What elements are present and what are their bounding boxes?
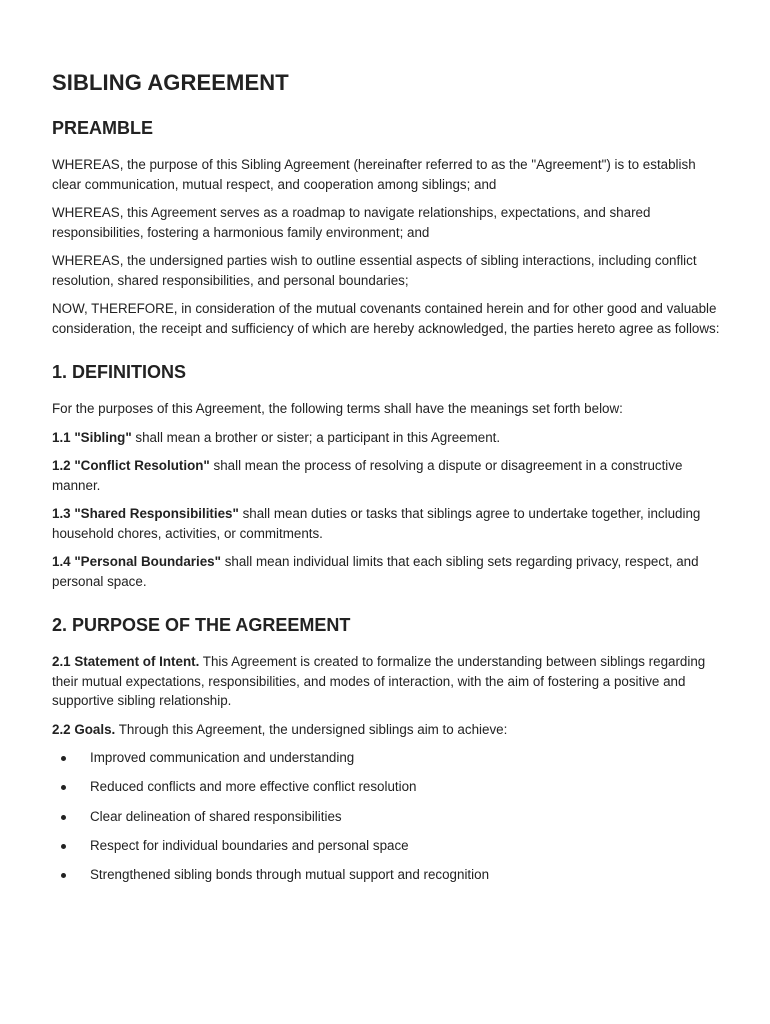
goals-intro	[52, 720, 722, 740]
bullet-icon	[61, 815, 66, 820]
goal-text: Strengthened sibling bonds through mutual support and recognition	[90, 867, 490, 883]
preamble-paragraph: NOW, THEREFORE, in consideration of the mutual covenants contained herein and for other good and valuable consideration, the receipt and sufficiency of which are hereby acknowledged, the parties hereto agree as follows:	[52, 301, 720, 336]
definition-term: 1.2 "Conflict Resolution"	[52, 458, 210, 473]
preamble-paragraph: WHEREAS, the undersigned parties wish to outline essential aspects of sibling interactions, including conflict resolution, shared responsibilities, and personal boundaries;	[52, 253, 697, 288]
definitions-heading: 1. DEFINITIONS	[52, 362, 187, 382]
statement-of-intent	[52, 652, 722, 711]
definition-item	[52, 428, 722, 448]
goal-text: Reduced conflicts and more effective conflict resolution	[90, 779, 417, 795]
definition-text: shall mean duties or tasks that siblings agree to undertake together, including household chores, activities, or commitments.	[52, 506, 701, 541]
definition-text: shall mean individual limits that each sibling sets regarding privacy, respect, and personal space.	[52, 554, 699, 589]
document-title: SIBLING AGREEMENT	[52, 70, 289, 95]
definition-item	[52, 504, 722, 543]
definition-item	[52, 456, 722, 495]
bullet-icon	[61, 844, 66, 849]
preamble-paragraph: WHEREAS, the purpose of this Sibling Agreement (hereinafter referred to as the "Agreement") is to establish clear communication, mutual respect, and cooperation among siblings; and	[52, 157, 696, 192]
bullet-icon	[61, 785, 66, 790]
bullet-icon	[61, 756, 66, 761]
list-item	[52, 836, 722, 856]
goal-text: Clear delineation of shared responsibilities	[90, 808, 342, 824]
goal-text: Improved communication and understanding	[90, 750, 355, 765]
preamble-section	[52, 118, 722, 338]
definitions-intro: For the purposes of this Agreement, the following terms shall have the meanings set forth below:	[52, 401, 623, 416]
definitions-section	[52, 362, 722, 591]
list-item	[52, 748, 722, 768]
statement-text: This Agreement is created to formalize the understanding between siblings regarding their mutual expectations, responsibilities, and modes of interaction, with the aim of fostering a positive and supportive sibling relationship.	[52, 654, 706, 708]
definition-term: 1.3 "Shared Responsibilities"	[52, 506, 239, 521]
goal-text: Respect for individual boundaries and personal space	[90, 837, 409, 853]
statement-label: 2.1 Statement of Intent.	[52, 654, 200, 669]
preamble-heading: PREAMBLE	[52, 118, 154, 138]
preamble-paragraph: WHEREAS, this Agreement serves as a roadmap to navigate relationships, expectations, and shared responsibilities, fostering a harmonious family environment; and	[52, 205, 651, 240]
definition-text: shall mean the process of resolving a dispute or disagreement in a constructive manner.	[52, 458, 683, 493]
definition-item	[52, 552, 722, 591]
list-item	[52, 777, 722, 797]
definition-term: 1.4 "Personal Boundaries"	[52, 554, 221, 569]
goals-label: 2.2 Goals.	[52, 721, 116, 737]
goals-list	[52, 748, 722, 885]
goals-text: Through this Agreement, the undersigned siblings aim to achieve:	[115, 721, 508, 737]
list-item	[52, 865, 722, 885]
list-item	[52, 807, 722, 827]
purpose-section	[52, 615, 722, 885]
definition-term: 1.1 "Sibling"	[52, 429, 132, 445]
definition-text: shall mean a brother or sister; a participant in this Agreement.	[131, 429, 501, 445]
document-page	[52, 70, 722, 894]
purpose-heading: 2. PURPOSE OF THE AGREEMENT	[52, 615, 351, 635]
bullet-icon	[61, 873, 66, 878]
